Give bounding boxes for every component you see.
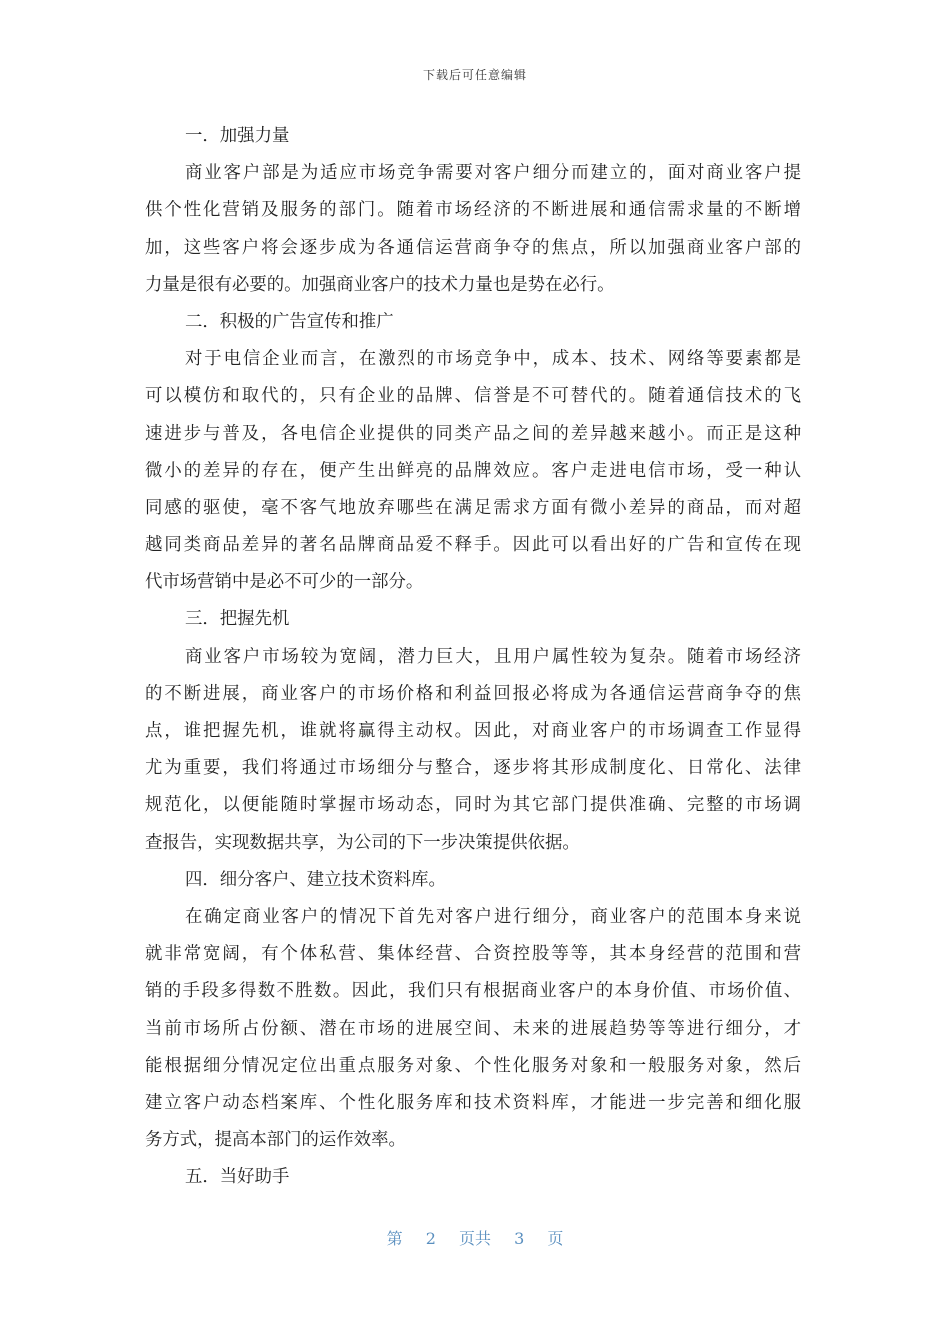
section-heading: 三．把握先机 [185, 609, 290, 630]
paragraph-line: 查报告，实现数据共享，为公司的下一步决策提供依据。 [145, 832, 580, 853]
paragraph-line: 速进步与普及，各电信企业提供的同类产品之间的差异越来越小。而正是这种 [145, 423, 801, 444]
paragraph-line: 尤为重要，我们将通过市场细分与整合，逐步将其形成制度化、日常化、法律 [145, 758, 801, 779]
paragraph-line: 在确定商业客户的情况下首先对客户进行细分，商业客户的范围本身来说 [185, 906, 801, 927]
paragraph-line: 可以模仿和取代的，只有企业的品牌、信誉是不可替代的。随着通信技术的飞 [145, 386, 801, 407]
paragraph-line: 越同类商品差异的著名品牌商品爱不释手。因此可以看出好的广告和宣传在现 [145, 535, 801, 556]
paragraph-line: 代市场营销中是必不可少的一部分。 [145, 572, 424, 593]
paragraph-line: 力量是很有必要的。加强商业客户的技术力量也是势在必行。 [145, 274, 615, 295]
paragraph-line: 对于电信企业而言，在激烈的市场竞争中，成本、技术、网络等要素都是 [185, 349, 801, 370]
section-heading: 五．当好助手 [185, 1167, 290, 1188]
paragraph-line: 当前市场所占份额、潜在市场的进展空间、未来的进展趋势等等进行细分，才 [145, 1018, 801, 1039]
section-heading: 一．加强力量 [185, 126, 290, 146]
paragraph-line: 加，这些客户将会逐步成为各通信运营商争夺的焦点，所以加强商业客户部的 [145, 237, 801, 258]
paragraph-line: 的不断进展，商业客户的市场价格和利益回报必将成为各通信运营商争夺的焦 [145, 683, 801, 704]
paragraph-line: 建立客户动态档案库、个性化服务库和技术资料库，才能进一步完善和细化服 [145, 1092, 801, 1113]
paragraph-line: 微小的差异的存在，便产生出鲜亮的品牌效应。客户走进电信市场，受一种认 [145, 460, 801, 481]
document-body [145, 118, 801, 1196]
paragraph-line: 供个性化营销及服务的部门。随着市场经济的不断进展和通信需求量的不断增 [145, 200, 801, 221]
paragraph-line: 规范化，以便能随时掌握市场动态，同时为其它部门提供准确、完整的市场调 [145, 795, 801, 816]
paragraph-line: 销的手段多得数不胜数。因此，我们只有根据商业客户的本身价值、市场价值、 [145, 981, 801, 1002]
page-header: 下载后可任意编辑 [422, 68, 527, 82]
paragraph-line: 商业客户部是为适应市场竞争需要对客户细分而建立的，面对商业客户提 [185, 163, 801, 184]
section-heading: 四．细分客户、建立技术资料库。 [185, 869, 446, 890]
paragraph-line: 商业客户市场较为宽阔，潜力巨大，且用户属性较为复杂。随着市场经济 [185, 646, 801, 667]
paragraph-line: 就非常宽阔，有个体私营、集体经营、合资控股等等，其本身经营的范围和营 [145, 944, 801, 965]
paragraph-line: 点，谁把握先机，谁就将赢得主动权。因此，对商业客户的市场调查工作显得 [145, 721, 801, 741]
paragraph-line: 务方式，提高本部门的运作效率。 [145, 1130, 406, 1151]
page-number-footer: 第 2 页共 3 页 [386, 1229, 564, 1248]
section-heading: 二．积极的广告宣传和推广 [185, 311, 394, 332]
paragraph-line: 同感的驱使，毫不客气地放弃哪些在满足需求方面有微小差异的商品，而对超 [145, 497, 801, 518]
paragraph-line: 能根据细分情况定位出重点服务对象、个性化服务对象和一般服务对象，然后 [145, 1055, 801, 1076]
